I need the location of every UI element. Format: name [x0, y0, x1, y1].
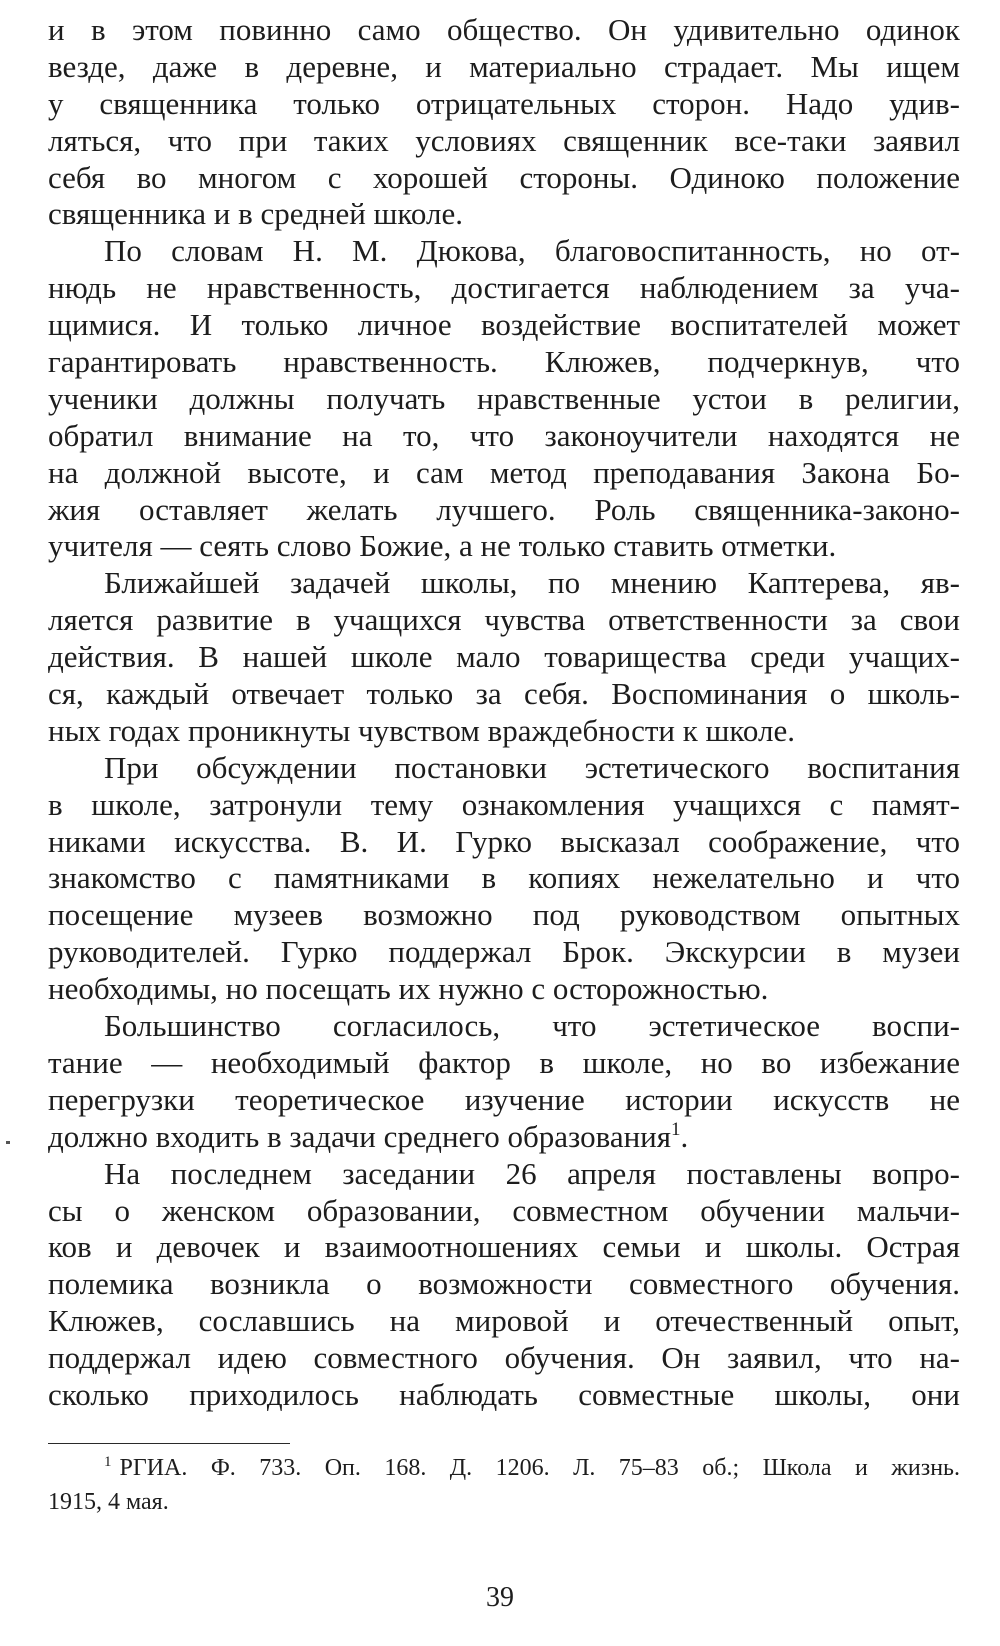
paragraph — [48, 565, 960, 749]
text-line: По словам Н. М. Дюкова, благовоспитанность, но от- — [104, 233, 960, 269]
page-number: 39 — [486, 1582, 514, 1613]
paragraph — [48, 1008, 960, 1156]
text-line: При обсуждении постановки эстетического воспитания — [104, 749, 960, 785]
footnote-divider — [48, 1443, 290, 1444]
text-line: ных годах проникнуты чувством враждебности к школе. — [48, 712, 795, 748]
text-line: тание — необходимый фактор в школе, но во избежание — [48, 1044, 960, 1080]
text-line: знакомство с памятниками в копиях нежелательно и что — [48, 860, 960, 896]
text-line: в школе, затронули тему ознакомления учащихся с памят- — [48, 786, 960, 822]
paragraph — [48, 750, 960, 1008]
text-line: На последнем заседании 26 апреля поставлены вопро- — [104, 1155, 960, 1191]
main-text — [48, 12, 960, 1414]
text-line: действия. В нашей школе мало товарищества среди учащих- — [48, 639, 960, 675]
text-line: должно входить в задачи среднего образования$^1$. — [48, 1118, 689, 1154]
paragraph — [48, 233, 960, 565]
text-line: никами искусства. В. И. Гурко высказал соображение, что — [48, 823, 960, 859]
text-line: сы о женском образовании, совместном обучении мальчи- — [48, 1192, 960, 1228]
scan-speck — [6, 1141, 10, 1144]
text-line: полемика возникла о возможности совместного обучения. — [48, 1266, 960, 1302]
text-line: ся, каждый отвечает только за себя. Воспоминания о школь- — [48, 676, 960, 712]
footnote-reference: 1 — [671, 1118, 681, 1140]
paragraph — [48, 12, 960, 233]
text-line: на должной высоте, и сам метод преподавания Закона Бо- — [48, 454, 960, 490]
text-line: Большинство согласилось, что эстетическое воспи- — [104, 1008, 960, 1044]
text-line: ляется развитие в учащихся чувства ответственности за свои — [48, 602, 960, 638]
text-line: учителя — сеять слово Божие, а не только ставить отметки. — [48, 528, 837, 564]
text-line: поддержал идею совместного обучения. Он заявил, что на- — [48, 1340, 960, 1376]
text-line: сколько приходилось наблюдать совместные школы, они — [48, 1376, 960, 1412]
text-line: священника и в средней школе. — [48, 196, 463, 232]
text-line: нюдь не нравственность, достигается наблюдением за уча- — [48, 270, 960, 306]
text-line: обратил внимание на то, что законоучители находятся не — [48, 417, 960, 453]
text-line: Ближайшей задачей школы, по мнению Каптерева, яв- — [104, 565, 960, 601]
text-line: у священника только отрицательных сторон. Надо удив- — [48, 85, 960, 121]
text-line: Клюжев, сославшись на мировой и отечественный опыт, — [48, 1303, 960, 1339]
text-line: посещение музеев возможно под руководством опытных — [48, 897, 960, 933]
text-line: руководителей. Гурко поддержал Брок. Экскурсии в музеи — [48, 934, 960, 970]
footnote-line: 1915, 4 мая. — [48, 1489, 169, 1515]
text-line: щимися. И только личное воздействие воспитателей может — [48, 307, 960, 343]
text-line: необходимы, но посещать их нужно с осторожностью. — [48, 971, 769, 1007]
text-line: гарантировать нравственность. Клюжев, подчеркнув, что — [48, 344, 960, 380]
paragraph — [48, 1156, 960, 1414]
text-line: перегрузки теоретическое изучение истории искусств не — [48, 1081, 960, 1117]
text-line: себя во многом с хорошей стороны. Одиноко положение — [48, 159, 960, 195]
text-line: и в этом повинно само общество. Он удивительно одинок — [48, 12, 960, 47]
footnote — [48, 1451, 960, 1519]
footnote-marker: 1 — [104, 1454, 112, 1470]
footnote-line: $^1$ РГИА. Ф. 733. Оп. 168. Д. 1206. Л. 75–83 об.; Школа и жизнь. — [104, 1454, 960, 1481]
text-line: ученики должны получать нравственные устои в религии, — [48, 380, 960, 416]
text-line: везде, даже в деревне, и материально страдает. Мы ищем — [48, 48, 960, 84]
text-line: ков и девочек и взаимоотношениях семьи и школы. Острая — [48, 1229, 960, 1265]
text-line: ляться, что при таких условиях священник все-таки заявил — [48, 122, 960, 158]
text-line: жия оставляет желать лучшего. Роль священника-законо- — [48, 491, 960, 527]
